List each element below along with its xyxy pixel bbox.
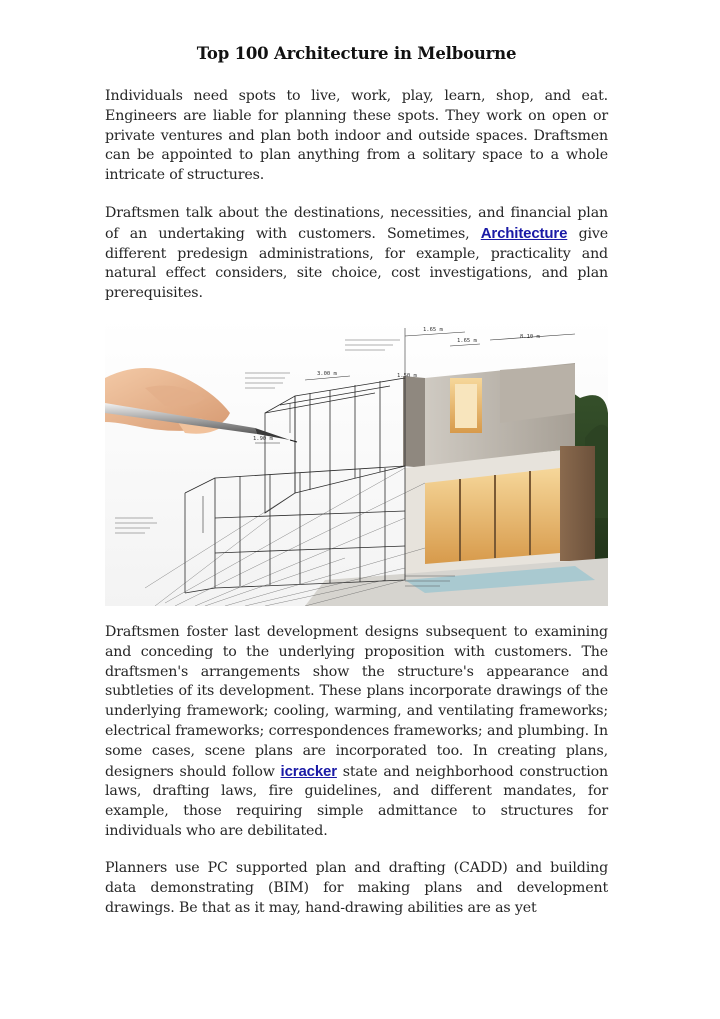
icracker-link[interactable]: icracker	[280, 762, 337, 780]
paragraph-development	[105, 623, 608, 842]
paragraph-text: Draftsmen talk about the destinations, necessities, and financial plan of an undertaking with customers. Sometimes,	[105, 205, 608, 242]
dimension-label: 1.65 m	[423, 327, 443, 333]
dimension-label: 3.00 m	[317, 371, 337, 377]
paragraph-text: state and neighborhood construction laws, drafting laws, fire guidelines, and different mandates, for example, those requiring simple admittance to structures for individuals who are debilitated.	[105, 763, 608, 839]
paragraph-text: give different predesign administrations, for example, practicality and natural effect considers, site choice, cost investigations, and plan prerequisites.	[105, 225, 608, 302]
architecture-sketch-image	[105, 318, 608, 606]
dimension-label: 8.10 m	[520, 334, 540, 340]
dimension-label: 1.50 m	[397, 373, 417, 379]
paragraph-clients	[105, 204, 608, 304]
paragraph-text: Draftsmen foster last development designs subsequent to examining and conceding to the underlying proposition with customers. The draftsmen's arrangements show the structure's appearance and subtleties of its development. These plans incorporate drawings of the underlying framework; cooling, warming, and ventilating frameworks; electrical frameworks; correspondences frameworks; and plumbing. In some cases, scene plans are incorporated too. In creating plans, designers should follow	[105, 624, 608, 780]
architecture-link[interactable]: Architecture	[480, 224, 568, 242]
paragraph-cadd: Planners use PC supported plan and drafting (CADD) and building data demonstrating (BIM) for making plans and development drawings. Be that as it may, hand-drawing abilities are as yet	[105, 860, 608, 916]
page-title: Top 100 Architecture in Melbourne	[196, 44, 517, 63]
dimension-label: 1.90 m	[253, 436, 273, 442]
dimension-label: 1.65 m	[457, 338, 477, 344]
paragraph-intro: Individuals need spots to live, work, play, learn, shop, and eat. Engineers are liable for planning these spots. They work on open or private ventures and plan both indoor and outside spaces. Draftsmen can be appointed to plan anything from a solitary space to a whole intricate of structures.	[105, 88, 608, 184]
